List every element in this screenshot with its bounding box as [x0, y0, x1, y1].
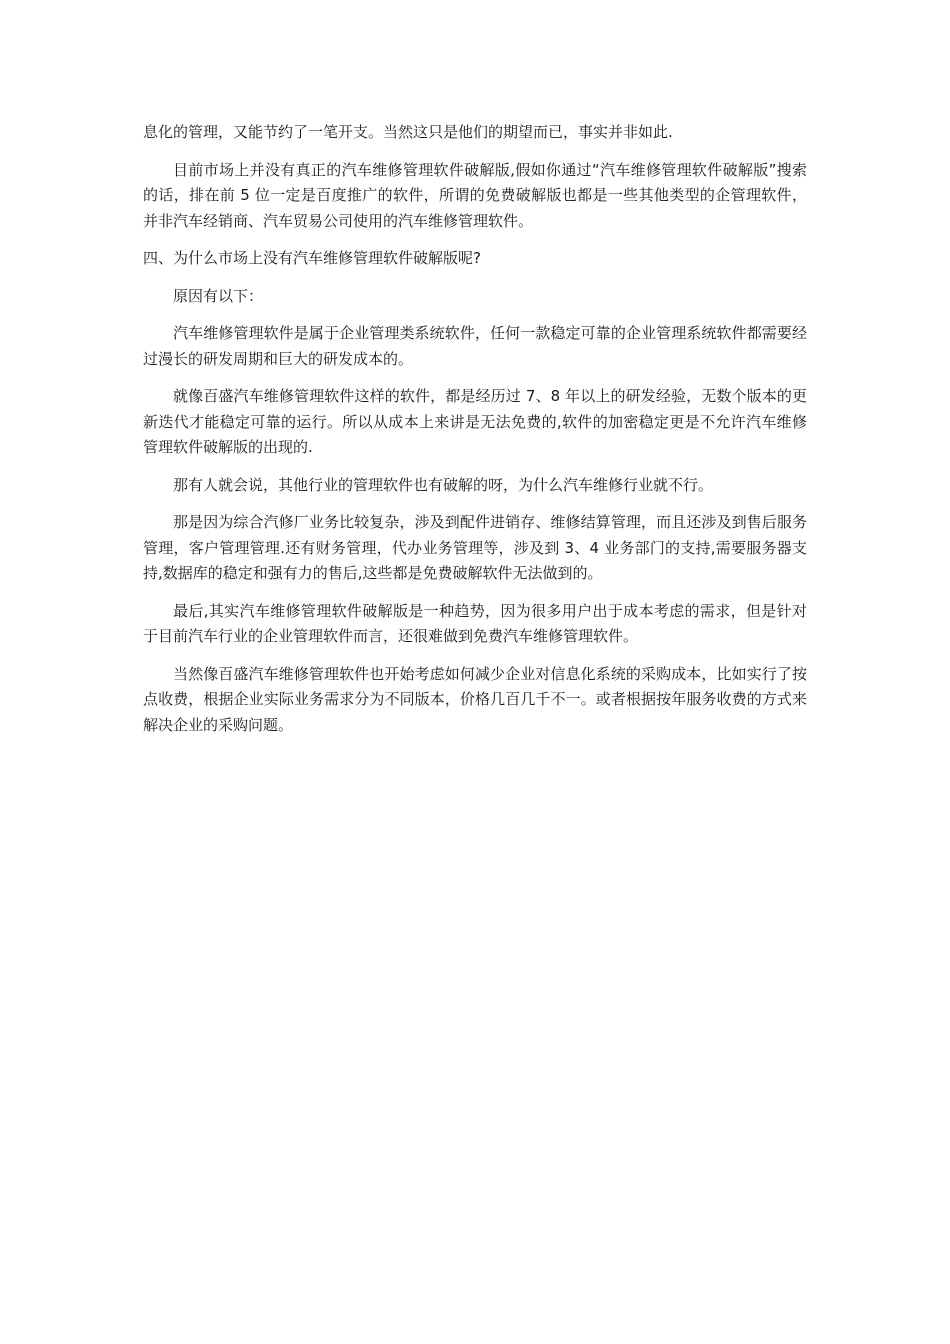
paragraph-continuation: 息化的管理，又能节约了一笔开支。当然这只是他们的期望而已，事实并非如此.	[143, 123, 673, 141]
paragraph-other-industries: 那有人就会说，其他行业的管理软件也有破解的呀，为什么汽车维修行业就不行。	[173, 475, 714, 494]
document-body	[143, 120, 807, 750]
paragraph-market-status: 目前市场上并没有真正的汽车维修管理软件破解版,假如你通过“汽车维修管理软件破解版”搜索的话，排在前 5 位一定是百度推广的软件，所谓的免费破解版也都是一些其他类型的企管理软件，并非汽车经销商、汽车贸易公司使用的汽车维修管理软件。	[143, 160, 807, 230]
paragraph-enterprise-software: 汽车维修管理软件是属于企业管理类系统软件，任何一款稳定可靠的企业管理系统软件都需要经过漫长的研发周期和巨大的研发成本的。	[143, 324, 807, 368]
paragraph-complexity: 那是因为综合汽修厂业务比较复杂，涉及到配件进销存、维修结算管理，而且还涉及到售后服务管理，客户管理管理.还有财务管理，代办业务管理等，涉及到 3、4 业务部门的支持,需要服务器支持,数据库的稳定和强有力的售后,这些都是免费破解软件无法做到的。	[143, 513, 807, 582]
paragraph-reasons-intro: 原因有以下：	[173, 286, 264, 305]
paragraph-baisheng-example: 就像百盛汽车维修管理软件这样的软件，都是经历过 7、8 年以上的研发经验，无数个版本的更新迭代才能稳定可靠的运行。所以从成本上来讲是无法免费的,软件的加密稳定更是不允许汽车维修管理软件破解版的出现的.	[143, 387, 807, 456]
section-heading-four: 四、为什么市场上没有汽车维修管理软件破解版呢?	[143, 249, 481, 267]
paragraph-pricing: 当然像百盛汽车维修管理软件也开始考虑如何减少企业对信息化系统的采购成本，比如实行了按点收费，根据企业实际业务需求分为不同版本，价格几百几千不一。或者根据按年服务收费的方式来解决企业的采购问题。	[143, 664, 807, 734]
paragraph-trend: 最后,其实汽车维修管理软件破解版是一种趋势，因为很多用户出于成本考虑的需求，但是针对于目前汽车行业的企业管理软件而言，还很难做到免费汽车维修管理软件。	[143, 601, 807, 645]
